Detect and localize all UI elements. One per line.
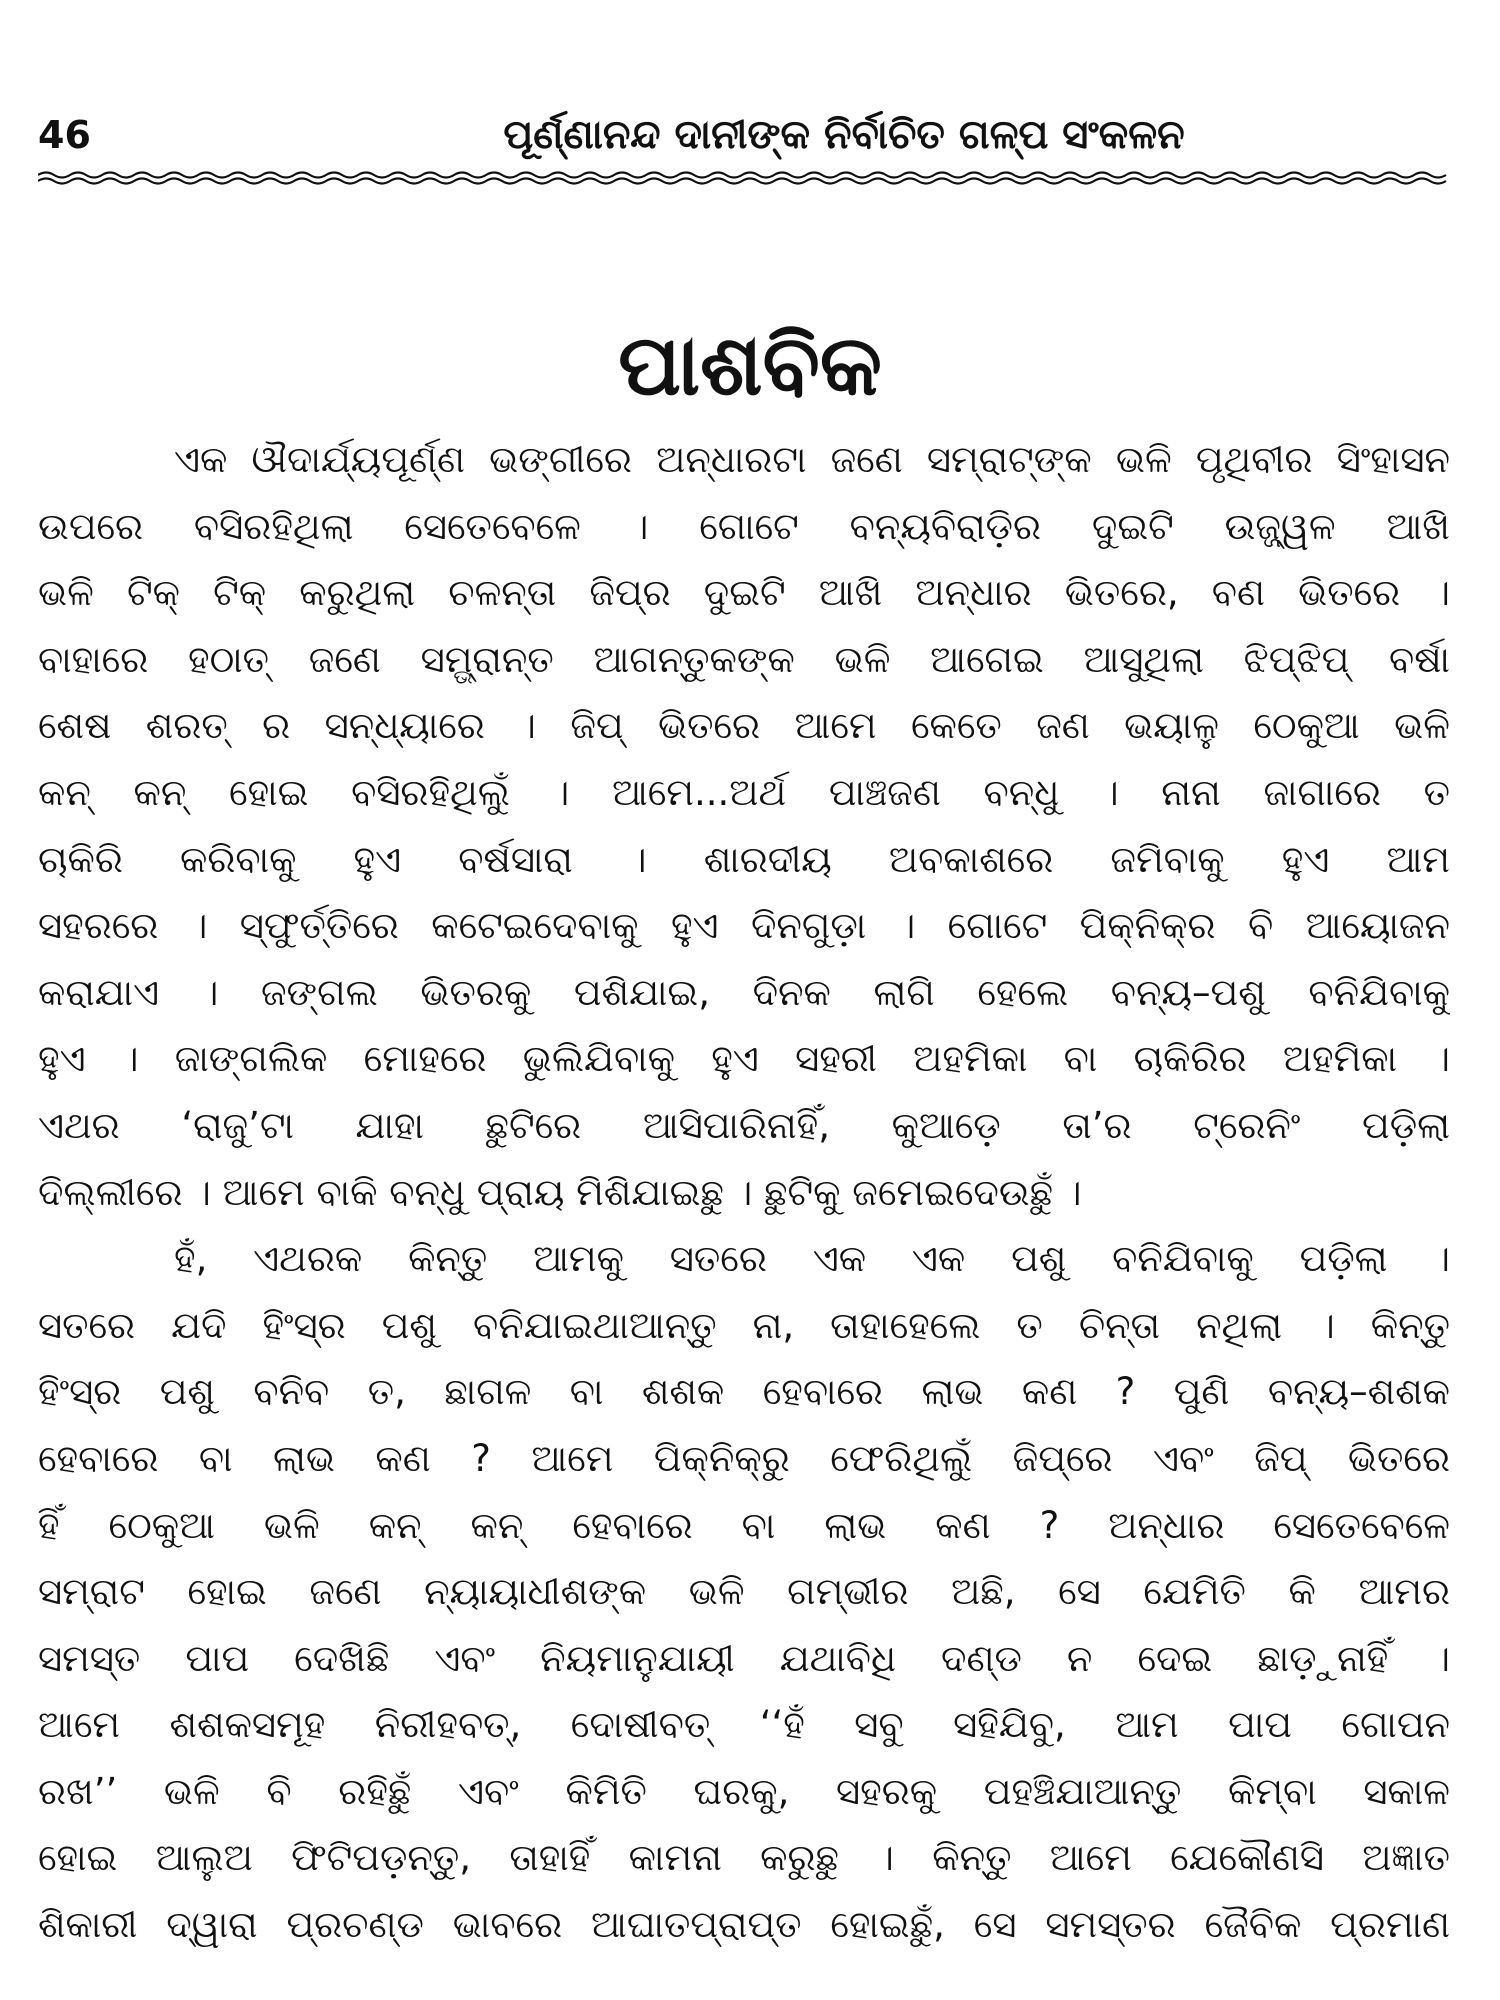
- story-title: ପାଶବିକ: [618, 316, 882, 414]
- paragraph-line: ରଖ’’ ଭଳି ବି ରହିଛୁଁ ଏବଂ କିମିତି ଘରକୁ, ସହରକୁ ପହଞ୍ଚିଯାଆନ୍ତୁ କିମ୍ବା ସକାଳ: [38, 1769, 1450, 1813]
- paragraph-line: ବାହାରେ ହଠାତ୍ ଜଣେ ସମ୍ଭ୍ରାନ୍ତ ଆଗନ୍ତୁକଙ୍କ ଭଳି ଆଗେଇ ଆସୁଥିଲା ଝିପ୍‌ଝିପ୍ ବର୍ଷା: [38, 637, 1450, 681]
- paragraph-line: ହଁ, ଏଥରକ କିନ୍ତୁ ଆମକୁ ସତରେ ଏକ ଏକ ପଶୁ ବନିଯିବାକୁ ପଡ଼ିଲା ।: [174, 1237, 1450, 1281]
- paragraph-line: ହିଂସ୍ର ପଶୁ ବନିବ ତ, ଛାଗଳ ବା ଶଶକ ହେବାରେ ଲାଭ କଣ ? ପୁଣି ବନ୍ୟ–ଶଶକ: [38, 1370, 1450, 1414]
- paragraph-line: ସମ୍ରାଟ ହୋଇ ଜଣେ ନ୍ୟାୟାଧୀଶଙ୍କ ଭଳି ଗମ୍ଭୀର ଅଛି, ସେ ଯେମିତି କି ଆମର: [38, 1570, 1450, 1614]
- paragraph-line: ସମସ୍ତ ପାପ ଦେଖିଛି ଏବଂ ନିୟମାନୁଯାୟୀ ଯଥାବିଧି ଦଣ୍ଡ ନ ଦେଇ ଛାଡ଼ୁନାହିଁ ।: [38, 1636, 1450, 1680]
- paragraph-line: ସହରରେ । ସ୍ଫୁର୍ତ୍ତିରେ କଟେଇଦେବାକୁ ହୁଏ ଦିନଗୁଡ଼ା । ଗୋଟେ ପିକ୍‌ନିକ୍‌ର ବି ଆୟୋଜନ: [38, 904, 1450, 948]
- paragraph-line: ହୋଇ ଆଲୁଅ ଫିଟିପଡ଼ନ୍ତୁ, ତାହାହିଁ କାମନା କରୁଛୁ । କିନ୍ତୁ ଆମେ ଯେକୌଣସି ଅଜ୍ଞାତ: [38, 1836, 1450, 1880]
- paragraph-line: ସତରେ ଯଦି ହିଂସ୍ର ପଶୁ ବନିଯାଇଥାଆନ୍ତୁ ନା, ତାହାହେଲେ ତ ଚିନ୍ତା ନଥିଲା । କିନ୍ତୁ: [38, 1303, 1450, 1347]
- paragraph-line: କନ୍ କନ୍ ହୋଇ ବସିରହିଥିଲୁଁ । ଆମେ...ଅର୍ଥ ପାଞ୍ଚଜଣ ବନ୍ଧୁ । ନାନା ଜାଗାରେ ତ: [38, 770, 1450, 814]
- paragraph-line: କରାଯାଏ । ଜଙ୍ଗଲ ଭିତରକୁ ପଶିଯାଇ, ଦିନକ ଲାଗି ହେଲେ ବନ୍ୟ–ପଶୁ ବନିଯିବାକୁ: [38, 970, 1450, 1014]
- page-number: 46: [38, 113, 91, 157]
- book-title: ପୂର୍ଣ୍ଣାନନ୍ଦ ଦାନୀଙ୍କ ନିର୍ବାଚିତ ଗଳ୍ପ ସଂକଳନ: [503, 112, 1185, 158]
- running-header: [38, 105, 1450, 165]
- paragraph-line: ହିଁ ଠେକୁଆ ଭଳି କନ୍ କନ୍ ହେବାରେ ବା ଲାଭ କଣ ? ଅନ୍ଧାର ସେତେବେଳେ: [38, 1503, 1450, 1547]
- paragraph-line: ହେବାରେ ବା ଲାଭ କଣ ? ଆମେ ପିକ୍‌ନିକ୍‌ରୁ ଫେରିଥିଲୁଁ ଜିପ୍‌ରେ ଏବଂ ଜିପ୍ ଭିତରେ: [38, 1436, 1450, 1480]
- paragraph-line: ହୁଏ । ଜାଙ୍ଗଲିକ ମୋହରେ ଭୁଲିଯିବାକୁ ହୁଏ ସହରୀ ଅହମିକା ବା ଚାକିରିର ଅହମିକା ।: [38, 1037, 1450, 1081]
- paragraph-line: ଉପରେ ବସିରହିଥିଲା ସେତେବେଳେ । ଗୋଟେ ବନ୍ୟବିରାଡ଼ିର ଦୁଇଟି ଉଜ୍ଜ୍ୱଳ ଆଖି: [38, 504, 1450, 548]
- paragraph-line: ଏକ ଔଦାର୍ଯ୍ୟପୂର୍ଣ୍ଣ ଭଙ୍ଗୀରେ ଅନ୍ଧାରଟା ଜଣେ ସମ୍ରାଟ୍‌ଙ୍କ ଭଳି ପୃଥିବୀର ସିଂହାସନ: [174, 438, 1450, 481]
- header-wavy-rule: [38, 170, 1450, 186]
- paragraph-line: ଭଳି ଟିକ୍ ଟିକ୍ କରୁଥିଲା ଚଳନ୍ତା ଜିପ୍‌ର ଦୁଇଟି ଆଖି ଅନ୍ଧାର ଭିତରେ, ବଣ ଭିତରେ ।: [38, 571, 1450, 615]
- paragraph-line: ଆମେ ଶଶକସମୂହ ନିରୀହବତ୍, ଦୋଷୀବତ୍ ‘‘ହଁ ସବୁ ସହିଯିବୁ, ଆମ ପାପ ଗୋପନ: [38, 1703, 1450, 1747]
- paragraph-line: ଦିଲ୍ଲୀରେ । ଆମେ ବାକି ବନ୍ଧୁ ପ୍ରାୟ ମିଶିଯାଇଛୁ । ଛୁଟିକୁ ଜମେଇଦେଉଛୁଁ ।: [38, 1170, 1082, 1214]
- paragraph-line: ଚାକିରି କରିବାକୁ ହୁଏ ବର୍ଷସାରା । ଶାରଦୀୟ ଅବକାଶରେ ଜମିବାକୁ ହୁଏ ଆମ: [38, 837, 1450, 881]
- paragraph-line: ଏଥର ‘ରାଜୁ’ଟା ଯାହା ଛୁଟିରେ ଆସିପାରିନାହିଁ, କୁଆଡ଼େ ତା’ର ଟ୍ରେନିଂ ପଡ଼ିଲା: [38, 1103, 1450, 1147]
- paragraph-line: ଶେଷ ଶରତ୍ ର ସନ୍ଧ୍ୟାରେ । ଜିପ୍ ଭିତରେ ଆମେ କେତେ ଜଣ ଭୟାଳୁ ଠେକୁଆ ଭଳି: [38, 704, 1450, 748]
- story-body: [38, 427, 1450, 1959]
- paragraph-line: ଶିକାରୀ ଦ୍ୱାରା ପ୍ରଚଣ୍ଡ ଭାବରେ ଆଘାତପ୍ରାପ୍ତ ହୋଇଛୁଁ, ସେ ସମସ୍ତର ଜୈବିକ ପ୍ରମାଣ: [38, 1903, 1450, 1947]
